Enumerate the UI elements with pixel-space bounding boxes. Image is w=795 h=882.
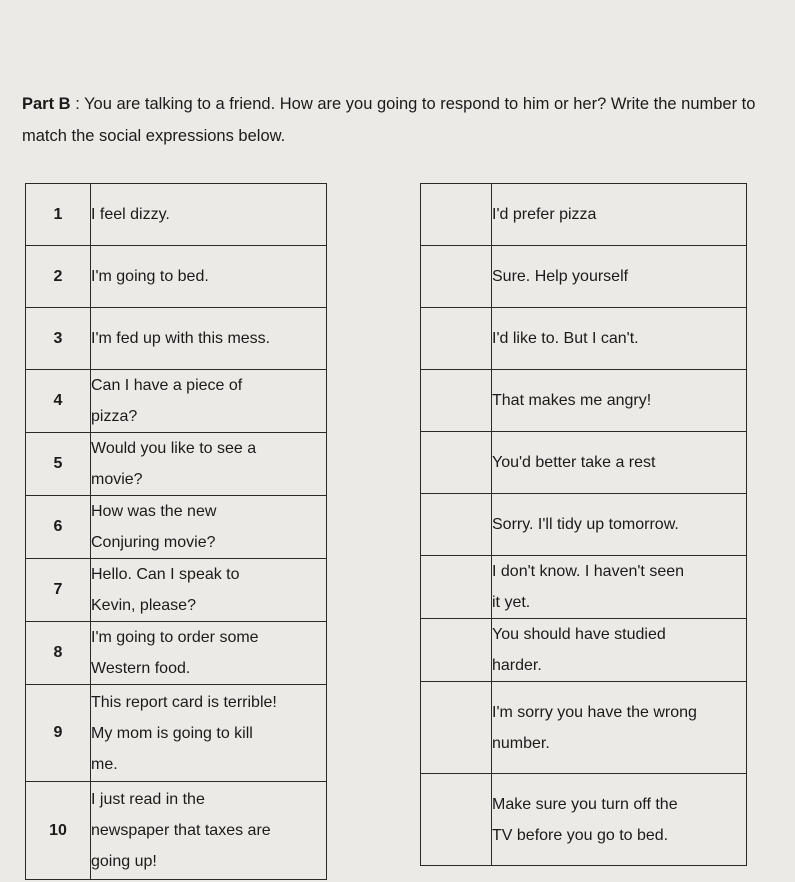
table-row [421, 184, 747, 246]
expression-text [91, 184, 327, 246]
responses-table [420, 183, 747, 866]
table-row [421, 682, 747, 774]
table-row [26, 246, 327, 308]
table-row [421, 619, 747, 682]
answer-box[interactable] [421, 494, 492, 556]
expressions-table [25, 183, 327, 880]
item-number: 4 [26, 370, 91, 433]
response-text [492, 432, 747, 494]
expression-text [91, 433, 327, 496]
item-number: 3 [26, 308, 91, 370]
instructions [22, 88, 762, 152]
item-number: 9 [26, 685, 91, 782]
response-text [492, 308, 747, 370]
text-line: I'm fed up with this mess. [91, 330, 271, 347]
table-row [26, 184, 327, 246]
item-number: 1 [26, 184, 91, 246]
text-line: Can I have a piece of [91, 377, 243, 394]
text-line: pizza? [91, 408, 138, 425]
table-row [26, 370, 327, 433]
table-row [26, 782, 327, 880]
instructions-text: : You are talking to a friend. How are you going to respond to him or her? Write the number to match the social expressions below. [22, 95, 756, 145]
text-line: This report card is terrible! [91, 693, 277, 711]
text-line: I'd prefer pizza [492, 206, 597, 223]
text-line: harder. [492, 657, 542, 674]
text-line: Western food. [91, 660, 191, 677]
text-line: Sorry. I'll tidy up tomorrow. [492, 516, 679, 533]
part-label: Part B [22, 95, 71, 113]
text-line: I'm going to bed. [91, 268, 209, 285]
response-text [492, 494, 747, 556]
text-line: Conjuring movie? [91, 534, 216, 551]
text-line: newspaper that taxes are [91, 822, 271, 839]
text-line: I feel dizzy. [91, 206, 170, 223]
table-row [421, 370, 747, 432]
answer-box[interactable] [421, 556, 492, 619]
text-line: Kevin, please? [91, 597, 196, 614]
answer-box[interactable] [421, 308, 492, 370]
table-row [26, 622, 327, 685]
table-row [421, 308, 747, 370]
text-line: movie? [91, 471, 143, 488]
text-line: I'm going to order some [91, 629, 259, 646]
text-line: it yet. [492, 594, 531, 611]
response-text [492, 774, 747, 866]
answer-box[interactable] [421, 184, 492, 246]
item-number: 6 [26, 496, 91, 559]
response-text [492, 619, 747, 682]
expression-text [91, 370, 327, 433]
text-line: Would you like to see a [91, 440, 257, 457]
response-text [492, 556, 747, 619]
item-number: 2 [26, 246, 91, 308]
text-line: You'd better take a rest [492, 454, 656, 471]
text-line: How was the new [91, 503, 217, 520]
item-number: 8 [26, 622, 91, 685]
table-row [26, 685, 327, 782]
expression-text [91, 782, 327, 880]
answer-box[interactable] [421, 432, 492, 494]
answer-box[interactable] [421, 370, 492, 432]
item-number: 7 [26, 559, 91, 622]
answer-box[interactable] [421, 619, 492, 682]
answer-box[interactable] [421, 774, 492, 866]
table-row [421, 556, 747, 619]
table-row [421, 774, 747, 866]
expression-text [91, 559, 327, 622]
expression-text [91, 246, 327, 308]
table-row [421, 494, 747, 556]
text-line: I'd like to. But I can't. [492, 330, 639, 347]
item-number: 5 [26, 433, 91, 496]
answer-box[interactable] [421, 246, 492, 308]
text-line: I'm sorry you have the wrong [492, 703, 697, 721]
text-line: My mom is going to kill [91, 724, 253, 742]
expression-text [91, 308, 327, 370]
text-line: That makes me angry! [492, 392, 652, 409]
table-row [26, 308, 327, 370]
expression-text [91, 496, 327, 559]
table-row [421, 246, 747, 308]
table-row [26, 433, 327, 496]
text-line: going up! [91, 853, 157, 870]
response-text [492, 682, 747, 774]
text-line: Make sure you turn off the [492, 795, 678, 813]
table-row [26, 496, 327, 559]
table-row [421, 432, 747, 494]
response-text [492, 246, 747, 308]
text-line: Sure. Help yourself [492, 268, 629, 285]
text-line: TV before you go to bed. [492, 826, 669, 844]
text-line: me. [91, 755, 118, 773]
text-line: number. [492, 734, 550, 752]
table-row [26, 559, 327, 622]
answer-box[interactable] [421, 682, 492, 774]
response-text [492, 184, 747, 246]
item-number: 10 [26, 782, 91, 880]
text-line: I just read in the [91, 791, 205, 808]
text-line: Hello. Can I speak to [91, 566, 240, 583]
expression-text [91, 685, 327, 782]
expression-text [91, 622, 327, 685]
text-line: I don't know. I haven't seen [492, 563, 685, 580]
text-line: You should have studied [492, 626, 666, 643]
response-text [492, 370, 747, 432]
